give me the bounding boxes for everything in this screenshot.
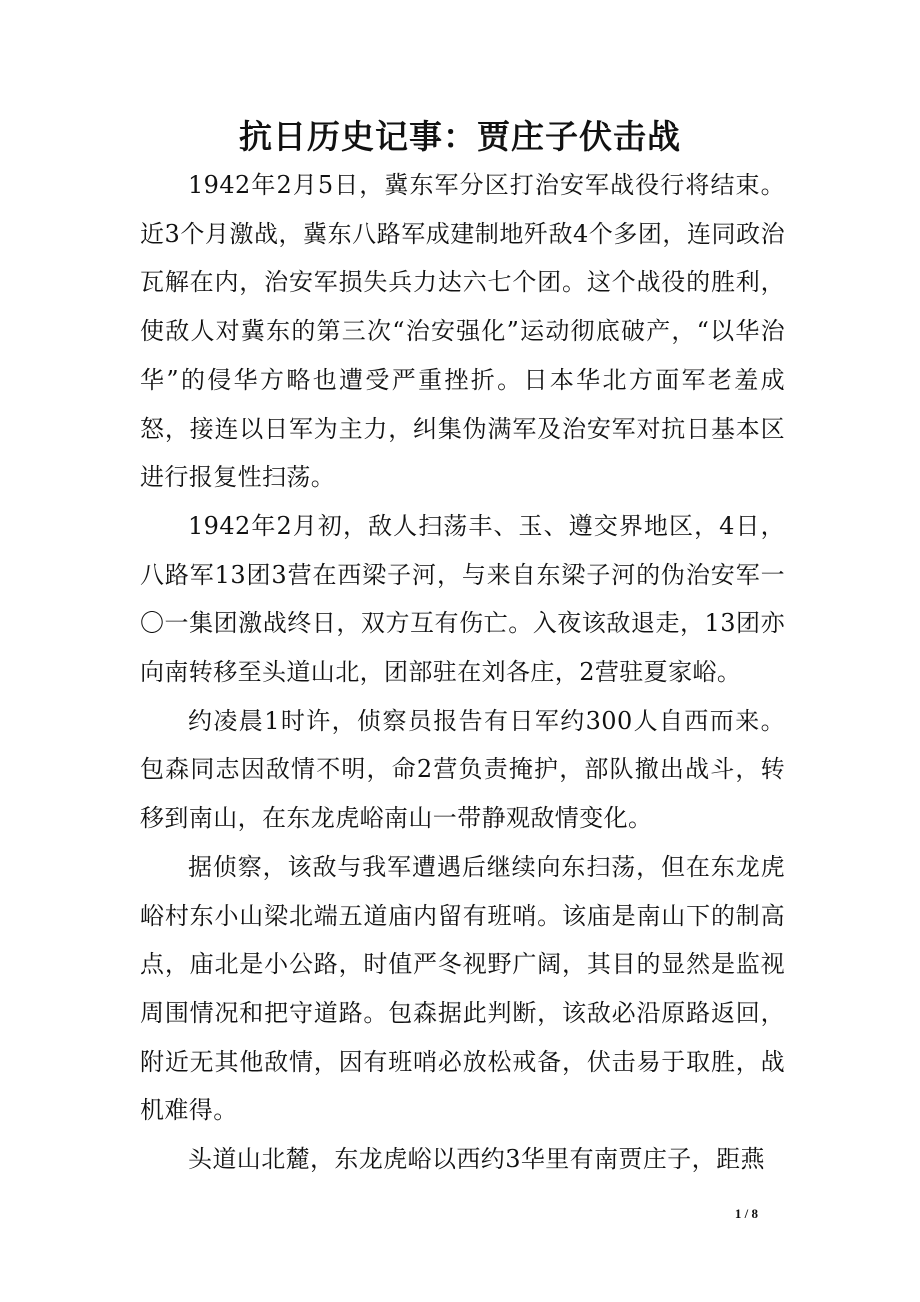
paragraph-2: 1942年2月初，敌人扫荡丰、玉、遵交界地区，4日，八路军13团3营在西梁子河，与来自东梁子河的伪治安军一〇一集团激战终日，双方互有伤亡。入夜该敌退走，13团亦向南转移至头道山北，团部驻在刘各庄，2营驻夏家峪。 — [140, 511, 785, 687]
paragraph-4: 据侦察，该敌与我军遭遇后继续向东扫荡，但在东龙虎峪村东小山梁北端五道庙内留有班哨。该庙是南山下的制高点，庙北是小公路，时值严冬视野广阔，其目的显然是监视周围情况和把守道路。包森据此判断，该敌必沿原路返回，附近无其他敌情，因有班哨必放松戒备，伏击易于取胜，战机难得。 — [140, 852, 785, 1125]
document-body — [140, 161, 785, 1184]
document-title: 抗日历史记事：贾庄子伏击战 — [239, 117, 681, 156]
paragraph-3: 约凌晨1时许，侦察员报告有日军约300人自西而来。包森同志因敌情不明，命2营负责掩护，部队撤出战斗，转移到南山，在东龙虎峪南山一带静观敌情变化。 — [140, 706, 785, 833]
page-number: 1 / 8 — [734, 1206, 758, 1221]
paragraph-1: 1942年2月5日，冀东军分区打治安军战役行将结束。近3个月激战，冀东八路军成建制地歼敌4个多团，连同政治瓦解在内，治安军损失兵力达六七个团。这个战役的胜利，使敌人对冀东的第三次“治安强化”运动彻底破产，“以华治华”的侵华方略也遭受严重挫折。日本华北方面军老羞成怒，接连以日军为主力，纠集伪满军及治安军对抗日基本区进行报复性扫荡。 — [140, 171, 785, 492]
paragraph-5: 头道山北麓，东龙虎峪以西约3华里有南贾庄子，距燕 — [188, 1145, 765, 1174]
